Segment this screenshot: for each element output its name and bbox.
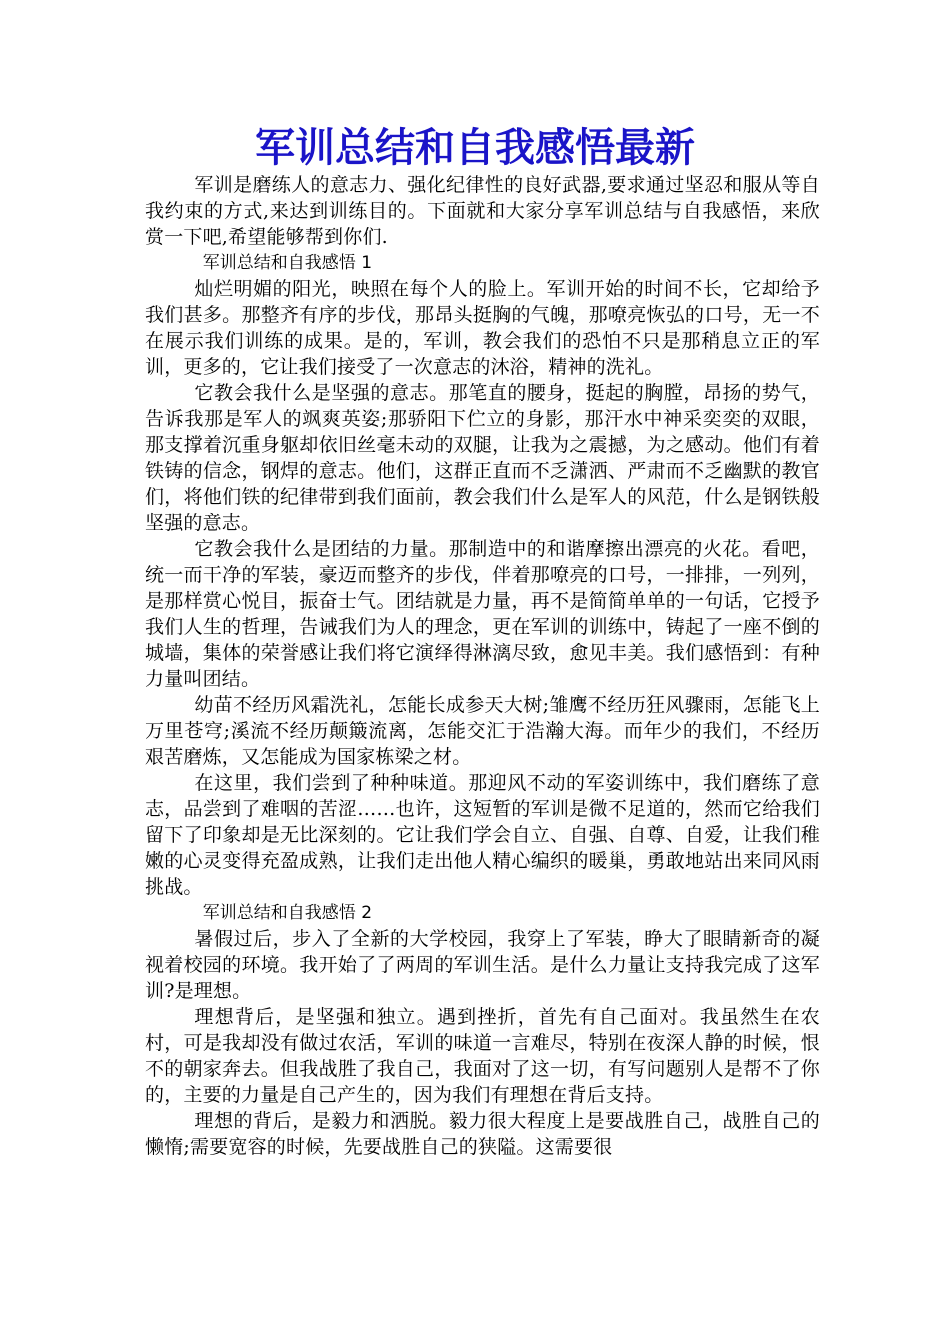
section1-paragraph-2: 它教会我什么是坚强的意志。那笔直的腰身，挺起的胸膛，昂扬的势气，告诉我那是军人的飒爽英姿;那骄阳下伫立的身影，那汗水中神采奕奕的双眼，那支撑着沉重身躯却依旧丝毫未动的双腿，让我为之震撼，为之感动。他们有着铁铸的信念，钢焊的意志。他们，这群正直而不乏潇洒、严肃而不乏幽默的教官们，将他们铁的纪律带到我们面前，教会我们什么是军人的风范，什么是钢铁般坚强的意志。 <box>145 382 820 534</box>
section1-paragraph-5: 在这里，我们尝到了种种味道。那迎风不动的军姿训练中，我们磨练了意志，品尝到了难咽的苦涩……也许，这短暂的军训是微不足道的，然而它给我们留下了印象却是无比深刻的。它让我们学会自立、自强、自尊、自爱，让我们稚嫩的心灵变得充盈成熟，让我们走出他人精心编织的暖巢，勇敢地站出来同风雨挑战。 <box>145 772 820 898</box>
section-heading-1: 军训总结和自我感悟 1 <box>202 253 373 273</box>
document-body <box>145 172 820 1160</box>
intro-paragraph: 军训是磨练人的意志力、强化纪律性的良好武器,要求通过坚忍和服从等自我约束的方式,来达到训练目的。下面就和大家分享军训总结与自我感悟，来欣赏一下吧,希望能够帮到你们. <box>145 174 820 248</box>
section-heading-2: 军训总结和自我感悟 2 <box>202 903 373 923</box>
document-title: 军训总结和自我感悟最新 <box>255 125 695 171</box>
section1-paragraph-3: 它教会我什么是团结的力量。那制造中的和谐摩擦出漂亮的火花。看吧，统一而干净的军装，豪迈而整齐的步伐，伴着那嘹亮的口号，一排排，一列列，是那样赏心悦目，振奋士气。团结就是力量，再不是简简单单的一句话，它授予我们人生的哲理，告诫我们为人的理念，更在军训的训练中，铸起了一座不倒的城墙，集体的荣誉感让我们将它演绎得淋漓尽致，愈见丰美。我们感悟到：有种力量叫团结。 <box>145 538 820 690</box>
section2-paragraph-2: 理想背后，是坚强和独立。遇到挫折，首先有自己面对。我虽然生在农村，可是我却没有做过农活，军训的味道一言难尽，特别在夜深人静的时候，恨不的朝家奔去。但我战胜了我自己，我面对了这一切，有写问题别人是帮不了你的，主要的力量是自己产生的，因为我们有理想在背后支持。 <box>145 1006 820 1106</box>
section2-paragraph-3: 理想的背后，是毅力和洒脱。毅力很大程度上是要战胜自己，战胜自己的懒惰;需要宽容的时候，先要战胜自己的狭隘。这需要很 <box>145 1110 820 1158</box>
section1-paragraph-4: 幼苗不经历风霜洗礼，怎能长成参天大树;雏鹰不经历狂风骤雨，怎能飞上万里苍穹;溪流不经历颠簸流离，怎能交汇于浩瀚大海。而年少的我们，不经历艰苦磨炼，又怎能成为国家栋梁之材。 <box>145 694 820 768</box>
section2-paragraph-1: 暑假过后，步入了全新的大学校园，我穿上了军装，睁大了眼睛新奇的凝视着校园的环境。我开始了了两周的军训生活。是什么力量让支持我完成了这军训?是理想。 <box>145 928 820 1002</box>
section1-paragraph-1: 灿烂明媚的阳光，映照在每个人的脸上。军训开始的时间不长，它却给予我们甚多。那整齐有序的步伐，那昂头挺胸的气魄，那嘹亮恢弘的口号，无一不在展示我们训练的成果。是的，军训，教会我们的恐怕不只是那稍息立正的军训，更多的，它让我们接受了一次意志的沐浴，精神的洗礼。 <box>145 278 820 378</box>
